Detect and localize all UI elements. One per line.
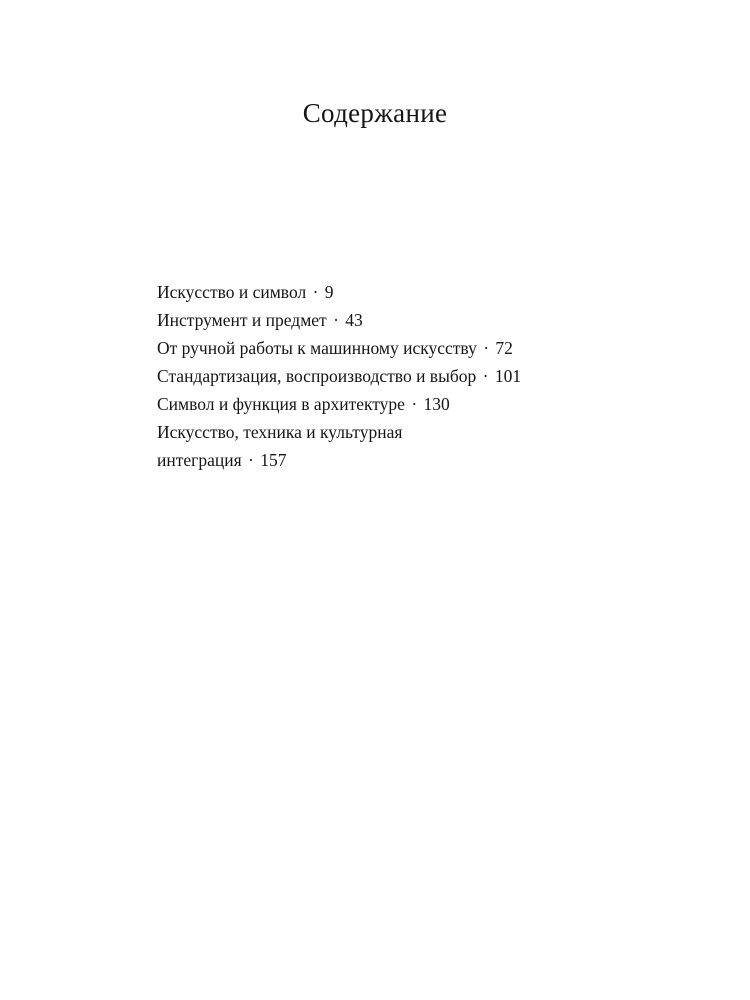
toc-separator: · bbox=[248, 450, 254, 470]
table-of-contents bbox=[157, 278, 577, 474]
toc-entry-title: Символ и функция в архитектуре bbox=[157, 394, 405, 414]
toc-entry-title: Искусство, техника и культурная интеграция bbox=[157, 422, 403, 470]
toc-entry-page: 43 bbox=[345, 310, 363, 330]
toc-entry-title: Искусство и символ bbox=[157, 282, 307, 302]
toc-separator: · bbox=[483, 338, 490, 358]
toc-entry-title: Стандартизация, воспроизводство и выбор bbox=[157, 366, 477, 386]
toc-entry-title: От ручной работы к машинному искусству bbox=[157, 338, 477, 358]
toc-entry bbox=[157, 418, 457, 474]
toc-entry-title: Инструмент и предмет bbox=[157, 310, 327, 330]
toc-entry bbox=[157, 334, 577, 362]
toc-entry bbox=[157, 306, 577, 334]
toc-entry-page: 72 bbox=[495, 338, 513, 358]
toc-entry bbox=[157, 362, 577, 390]
toc-entry-page: 101 bbox=[494, 366, 522, 386]
toc-entry bbox=[157, 390, 577, 418]
page-title: Содержание bbox=[302, 98, 448, 128]
toc-separator: · bbox=[482, 366, 489, 386]
toc-entry-page: 157 bbox=[260, 450, 287, 470]
toc-entry-page: 130 bbox=[423, 394, 450, 414]
toc-separator: · bbox=[312, 282, 319, 302]
toc-entry bbox=[157, 278, 577, 306]
toc-separator: · bbox=[333, 310, 339, 330]
toc-entry-page: 9 bbox=[324, 282, 334, 302]
toc-separator: · bbox=[411, 394, 418, 414]
